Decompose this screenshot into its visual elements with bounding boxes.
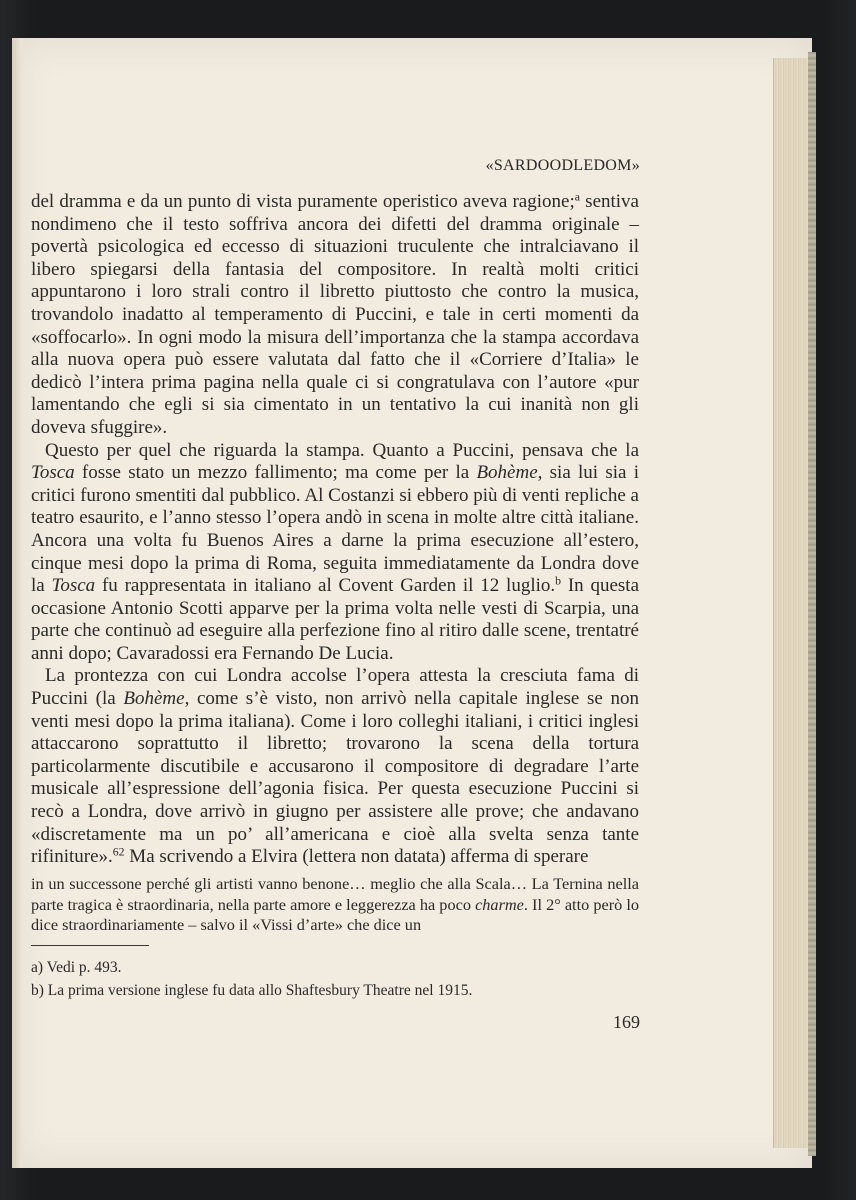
italic-text: Bohème xyxy=(476,462,538,484)
text-run: . Il 2° atto però lo dice straordinariamente – salvo il «Vissi d’arte» che dice un xyxy=(31,894,640,934)
text-run: Ma scrivendo a Elvira (lettera non datata) afferma di sperare xyxy=(124,846,589,868)
text-run: , come s’è visto, non arrivò nella capitale inglese se non venti mesi dopo la prima italiana). Come i loro colleghi italiani, i critici inglesi attaccarono soprattutto il libretto; trovarono la scena della tortura particolarmente discutibile e accusarono il compositore di degradare l’arte musicale all’espressione dell’agonia fisica. Per questa esecuzione Puccini si recò a Londra, dove arrivò in giugno per assistere alle prove; che andavano «discretamente ma un po’ all’americana e cioè alla svelta senza tante rifiniture». xyxy=(31,688,639,868)
text-run: In questa occasione Antonio Scotti apparve per la prima volta nelle vesti di Scarpia, una parte che continuò ad eseguire alla perfezione fino al ritiro dalle scene, trentatré anni dopo; Cavaradossi era Fernando De Lucia. xyxy=(31,575,640,664)
italic-text: Tosca xyxy=(51,575,96,597)
page-number: 169 xyxy=(613,1012,640,1032)
text-run: Questo per quel che riguarda la stampa. Quanto a Puccini, pensava che la xyxy=(45,439,639,461)
footnotes xyxy=(31,956,639,1002)
text-run: sentiva nondimeno che il testo soffriva ancora dei difetti del dramma originale – povertà psicologica ed eccesso di situazioni truculente che intralciavano il libero spiegarsi della fantasia del compositore. In realtà molti critici appuntarono i loro strali contro il libretto piuttosto che contro la musica, trovandolo inadatto al temperamento di Puccini, e tale in certi momenti da «soffocarlo». In ogni modo la misura dell’importanza che la stampa accordava alla nuova opera può essere valutata dal fatto che il «Corriere d’Italia» le dedicò l’intera prima pagina nella quale ci si congratulava con l’autore «pur lamentando che egli si sia cimentato in un tentativo la cui inanità non gli doveva sfuggire». xyxy=(31,191,639,438)
running-head: «SARDOODLEDOM» xyxy=(485,157,640,174)
text-run: in un successone perché gli artisti vanno benone… meglio che alla Scala… La Ternina nella parte tragica è straordinaria, nella parte amore e leggerezza ha poco xyxy=(31,874,639,914)
note-reference: b xyxy=(555,574,562,588)
text-run: fu rappresentata in italiano al Covent Garden il 12 luglio. xyxy=(95,575,556,597)
footnote-b: b) La prima versione inglese fu data allo Shaftesbury Theatre nel 1915. xyxy=(31,982,473,999)
binding-edge xyxy=(808,52,816,1156)
italic-text: Tosca xyxy=(31,462,75,484)
note-reference: 62 xyxy=(112,845,125,859)
page-block-edge xyxy=(773,58,812,1148)
italic-text: Bohème xyxy=(123,688,185,710)
footnote-a: a) Vedi p. 493. xyxy=(31,959,122,976)
gutter-edge xyxy=(12,38,22,1168)
text-run: , sia lui sia i critici furono smentiti dal pubblico. Al Costanzi si ebbero più di venti repliche a teatro esaurito, e l’anno stesso l’opera andò in scena in molte altre città italiane. Ancora una volta fu Buenos Aires a darne la prima esecuzione all’estero, cinque mesi dopo la prima di Roma, seguita immediatamente da Londra dove la xyxy=(31,462,639,597)
block-quote xyxy=(31,874,639,936)
body-text xyxy=(31,191,639,869)
note-reference: a xyxy=(574,190,580,204)
paragraph xyxy=(31,665,639,868)
paragraph xyxy=(31,191,639,440)
italic-text: charme xyxy=(475,894,524,914)
footnote-rule xyxy=(31,945,149,946)
paragraph xyxy=(31,440,639,666)
text-run: del dramma e da un punto di vista puramente operistico aveva ragione; xyxy=(31,191,575,212)
text-run: La prontezza con cui Londra accolse l’opera attesta la cresciuta fama di Puccini (la xyxy=(31,665,639,710)
text-run: fosse stato un mezzo fallimento; ma come per la xyxy=(74,462,477,484)
